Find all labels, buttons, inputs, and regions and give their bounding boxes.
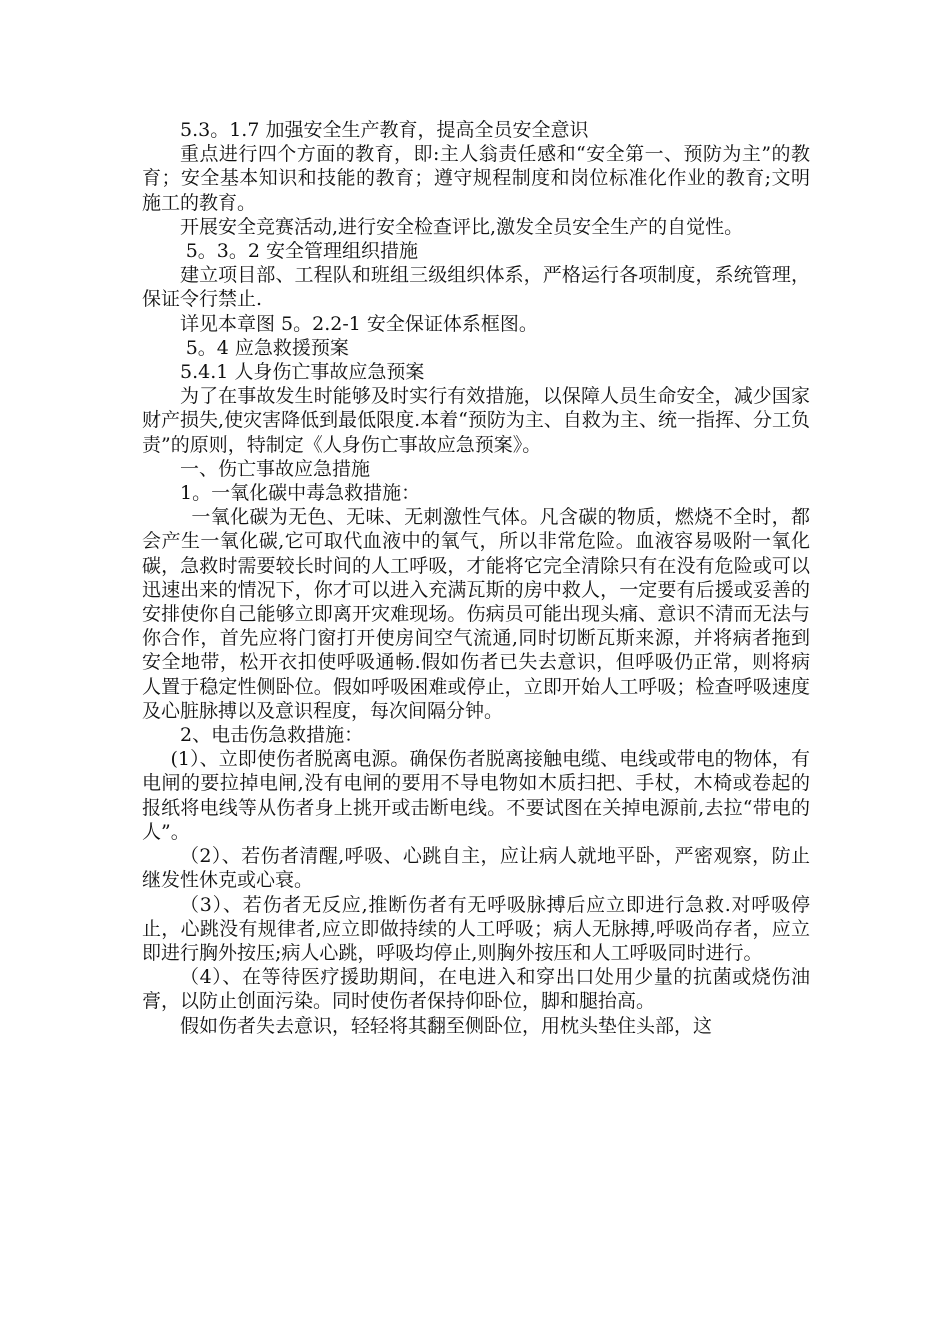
paragraph-three-level-system: 建立项目部、工程队和班组三级组织体系，严格运行各项制度，系统管理，保证令行禁止. [142, 264, 810, 311]
heading-electric-shock: 2、电击伤急救措施： [180, 724, 364, 747]
heading-emergency-measures: 一、伤亡事故应急措施 [180, 457, 371, 480]
paragraph-co-poisoning: 一氧化碳为无色、无味、无刺激性气体。凡含碳的物质，燃烧不全时，都会产生一氧化碳,它可取代血液中的氧气，所以非常危险。血液容易吸附一氧化碳，急救时需要较长时间的人工呼吸，才能将它完全清除只有在没有危险或可以迅速出来的情况下，你才可以进入充满瓦斯的房中救人，一定要有后援或妥善的安排使你自己能够立即离开灾难现场。伤病员可能出现头痛、意识不清而无法与你合作，首先应将门窗打开使房间空气流通,同时切断瓦斯来源，并将病者拖到安全地带，松开衣扣使呼吸通畅.假如伤者已失去意识，但呼吸仍正常，则将病人置于稳定性侧卧位。假如呼吸困难或停止，立即开始人工呼吸；检查呼吸速度及心脏脉搏以及意识程度，每次间隔分钟。 [142, 506, 810, 722]
paragraph-safety-competition: 开展安全竞赛活动,进行安全检查评比,激发全员安全生产的自觉性。 [180, 215, 744, 238]
heading-5-4: 5。4 应急救援预案 [185, 336, 349, 359]
heading-5-3-1-7: 5.3。1.7 加强安全生产教育，提高全员安全意识 [180, 119, 589, 141]
paragraph-electric-step-1: (1）、立即使伤者脱离电源。确保伤者脱离接触电缆、电线或带电的物体，有电闸的要拉掉电闸,没有电闸的要用不导电物如木质扫把、手杖，木椅或卷起的报纸将电线等从伤者身上挑开或击断电线。不要试图在关掉电源前,去拉“带电的人”。 [142, 748, 810, 843]
heading-5-3-2: 5。3。2 安全管理组织措施 [185, 240, 418, 263]
paragraph-electric-step-4: （4）、在等待医疗援助期间，在电进入和穿出口处用少量的抗菌或烧伤油膏，以防止创面污染。同时使伤者保持仰卧位，脚和腿抬高。 [142, 966, 810, 1013]
paragraph-electric-step-3: （3）、若伤者无反应,推断伤者有无呼吸脉搏后应立即进行急救.对呼吸停止，心跳没有规律者,应立即做持续的人工呼吸；病人无脉搏,呼吸尚存者，应立即进行胸外按压;病人心跳，呼吸均停止,则胸外按压和人工呼吸同时进行。 [142, 893, 810, 964]
heading-5-4-1: 5.4.1 人身伤亡事故应急预案 [180, 361, 425, 384]
paragraph-purpose: 为了在事故发生时能够及时实行有效措施，以保障人员生命安全，减少国家财产损失,使灾害降低到最低限度.本着“预防为主、自救为主、统一指挥、分工负责”的原则，特制定《人身伤亡事故应急预案》。 [142, 385, 810, 456]
document-page [142, 118, 810, 1038]
paragraph-unconscious-victim: 假如伤者失去意识，轻轻将其翻至侧卧位，用枕头垫住头部，这 [180, 1014, 713, 1037]
paragraph-electric-step-2: （2）、若伤者清醒,呼吸、心跳自主，应让病人就地平卧，严密观察，防止继发性休克或心衰。 [142, 845, 810, 892]
heading-co-poisoning: 1。一氧化碳中毒急救措施： [180, 482, 421, 505]
paragraph-four-education: 重点进行四个方面的教育，即:主人翁责任感和“安全第一、预防为主”的教育；安全基本知识和技能的教育；遵守规程制度和岗位标准化作业的教育;文明施工的教育。 [142, 143, 810, 214]
paragraph-see-figure: 详见本章图 5。2.2-1 安全保证体系框图。 [180, 312, 538, 335]
